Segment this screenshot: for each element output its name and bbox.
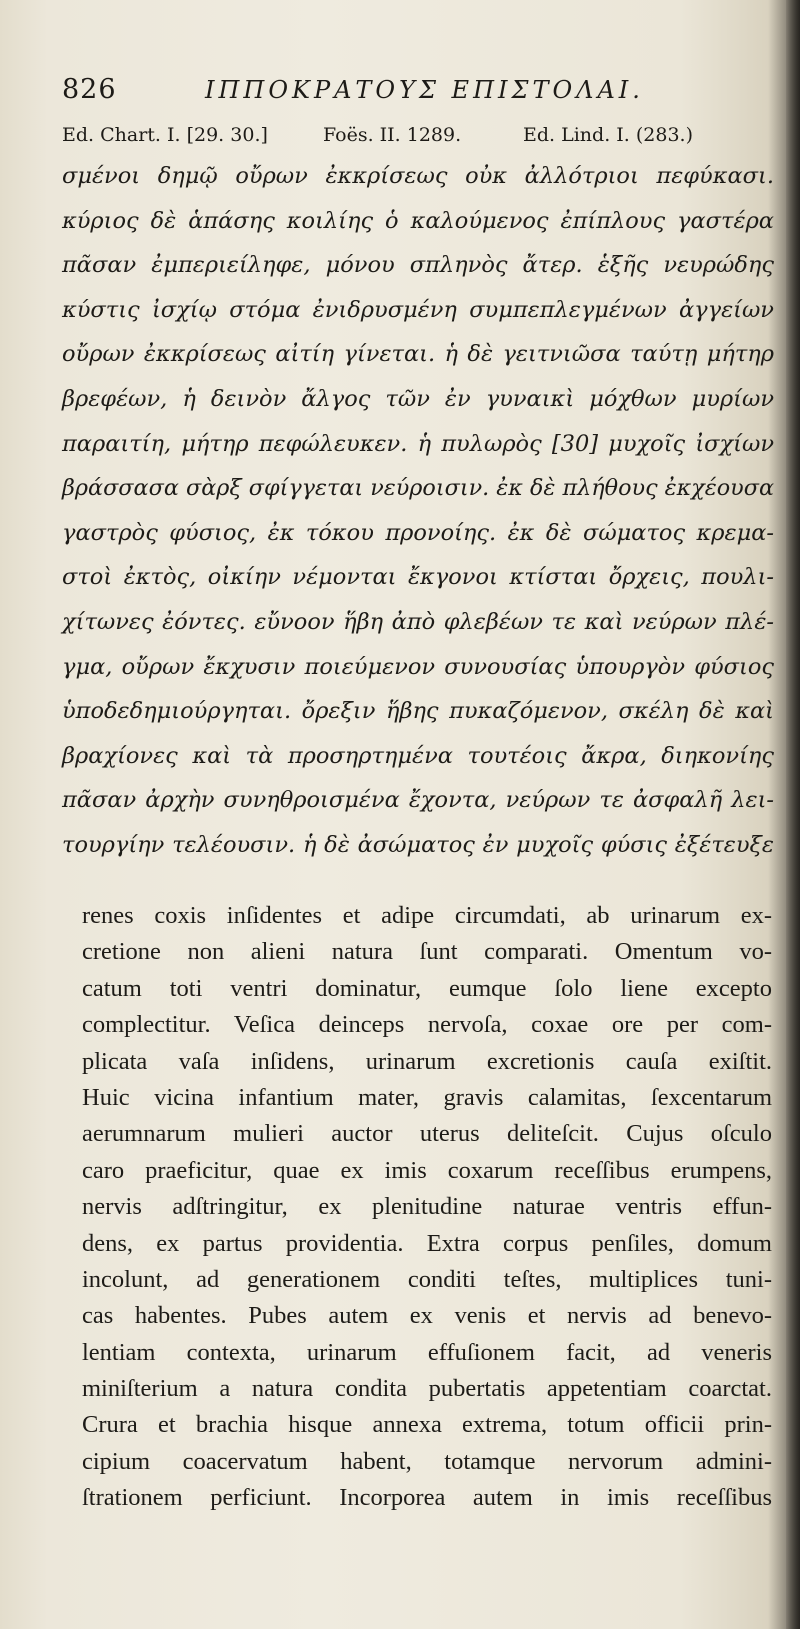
latin-text-line: Huic vicina infantium mater, gravis calamitas, ſexcentarum <box>82 1083 772 1111</box>
latin-text-block <box>82 898 772 1517</box>
latin-text-line: cas habentes. Pubes autem ex venis et nervis ad benevo- <box>82 1302 772 1330</box>
greek-text-line: χίτωνες ἐόντες. εὔνοον ἥβη ἀπὸ φλεβέων τε καὶ νεύρων πλέ- <box>62 608 774 635</box>
greek-text-line: βρεφέων, ἡ δεινὸν ἄλγος τῶν ἐν γυναικὶ μόχθων μυρίων <box>62 385 774 412</box>
show-through-text <box>62 780 774 870</box>
greek-text-line: στοὶ ἐκτὸς, οἰκίην νέμονται ἔκγονοι κτίσται ὄρχεις, πουλι- <box>62 564 774 591</box>
latin-text-line: lentiam contexta, urinarum effuſionem facit, ad veneris <box>82 1338 772 1366</box>
edition-foes: Foës. II. 1289. <box>323 124 462 146</box>
running-title: ΙΠΠΟΚΡΑΤΟΥΣ ΕΠΙΣΤΟΛΑΙ. <box>205 76 644 104</box>
latin-text-line: aerumnarum mulieri auctor uterus deliteſcit. Cujus oſculo <box>82 1120 772 1148</box>
latin-text-line: complectitur. Veſica deinceps nervoſa, coxae ore per com- <box>82 1011 772 1039</box>
latin-text-line: plicata vaſa inſidens, urinarum excretionis cauſa exiſtit. <box>82 1047 772 1075</box>
greek-text-line: γαστρὸς φύσιος, ἐκ τόκου προνοίης. ἐκ δὲ σώματος κρεμα- <box>62 519 774 546</box>
latin-text-line: renes coxis inſidentes et adipe circumdati, ab urinarum ex- <box>82 902 772 929</box>
greek-text-line: βράσσασα σὰρξ σφίγγεται νεύροισιν. ἐκ δὲ πλήθους ἐκχέουσα <box>62 475 775 502</box>
latin-text-line: catum toti ventri dominatur, eumque ſolo liene excepto <box>82 974 772 1002</box>
latin-text-line: caro praeficitur, quae ex imis coxarum receſſibus erumpens, <box>82 1156 772 1184</box>
greek-text-line: σμένοι δημῷ οὔρων ἐκκρίσεως οὐκ ἀλλότριοι πεφύκασι. <box>62 163 774 189</box>
latin-text-line: ſtrationem perficiunt. Incorporea autem in imis receſſibus <box>82 1484 772 1512</box>
greek-text-line: βραχίονες καὶ τὰ προσηρτημένα τουτέοις ἄκρα, διηκονίης <box>62 742 774 769</box>
greek-text-line: οὔρων ἐκκρίσεως αἰτίη γίνεται. ἡ δὲ γειτνιῶσα ταύτῃ μήτηρ <box>62 341 774 368</box>
edition-chartier: Ed. Chart. I. [29. 30.] <box>62 124 268 146</box>
latin-text-line: miniſterium a natura condita pubertatis appetentiam coarctat. <box>82 1375 772 1403</box>
edition-linden: Ed. Lind. I. (283.) <box>523 124 693 146</box>
latin-text-line: Crura et brachia hisque annexa extrema, totum officii prin- <box>82 1411 772 1439</box>
latin-text-line: cretione non alieni natura ſunt comparati. Omentum vo- <box>82 938 772 966</box>
greek-text-line: κύστις ἰσχίῳ στόμα ἐνιδρυσμένη συμπεπλεγμένων ἀγγείων <box>62 296 774 323</box>
greek-text-line: πᾶσαν ἐμπεριείληφε, μόνου σπληνὸς ἄτερ. ἑξῆς νευρώδης <box>62 252 774 279</box>
page-header <box>62 74 762 114</box>
latin-text-line: nervis adſtringitur, ex plenitudine naturae ventris effun- <box>82 1193 772 1221</box>
page-number: 826 <box>62 74 117 105</box>
greek-text-line: κύριος δὲ ἁπάσης κοιλίης ὁ καλούμενος ἐπίπλους γαστέρα <box>62 207 774 234</box>
greek-text-line: πᾶσαν ἀρχὴν συνηθροισμένα ἔχοντα, νεύρων τε ἀσφαλῆ λει- <box>62 787 774 814</box>
latin-text-line: dens, ex partus providentia. Extra corpus penſiles, domum <box>82 1229 772 1257</box>
edition-references <box>62 124 772 152</box>
greek-text-block <box>62 154 774 868</box>
greek-text-line: τουργίην τελέουσιν. ἡ δὲ ἀσώματος ἐν μυχοῖς φύσις ἐξέτευξε <box>62 831 774 858</box>
page-gutter-shadow <box>786 0 800 1629</box>
latin-text-line: cipium coacervatum habent, totamque nervorum admini- <box>82 1447 772 1475</box>
greek-text-line: παραιτίη, μήτηρ πεφώλευκεν. ἡ πυλωρὸς [30] μυχοῖς ἰσχίων <box>62 430 774 457</box>
greek-text-line: γμα, οὔρων ἔκχυσιν ποιεύμενον συνουσίας ὑπουργὸν φύσιος <box>62 653 774 680</box>
latin-text-line: incolunt, ad generationem conditi teſtes, multiplices tuni- <box>82 1265 772 1293</box>
greek-text-line: ὑποδεδημιούργηται. ὄρεξιν ἥβης πυκαζόμενον, σκέλη δὲ καὶ <box>62 698 774 725</box>
